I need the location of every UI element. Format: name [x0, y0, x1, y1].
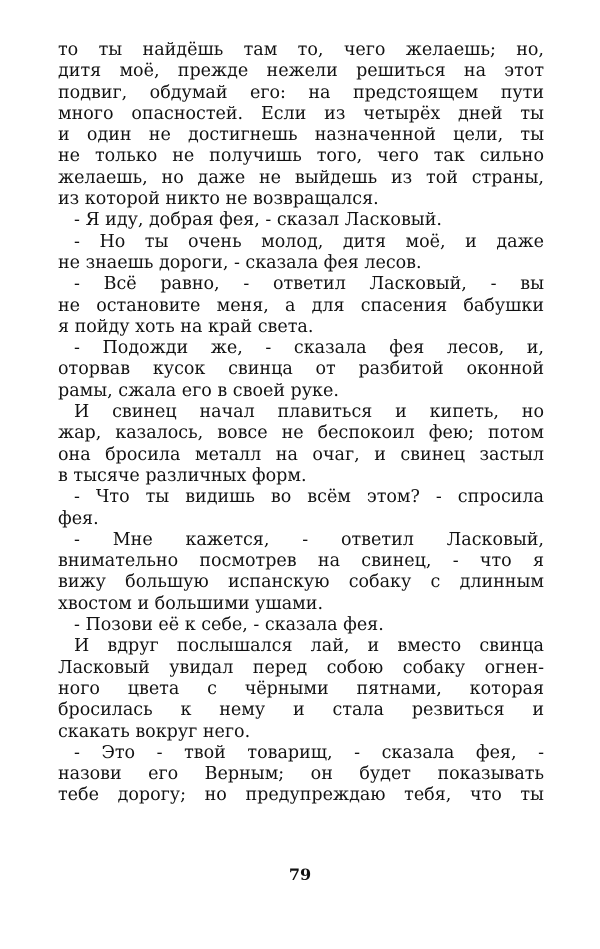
text-line: - Подожди же, - сказала фея лесов, и,	[74, 338, 544, 359]
text-line: не знаешь дороги, - сказала фея лесов.	[58, 252, 422, 273]
text-line: желаешь, но даже не выйдешь из той страны,	[58, 167, 544, 188]
text-line: жар, казалось, вовсе не беспокоил фею; потом	[58, 423, 544, 444]
text-line: Ласковый увидал перед собою собаку огнен-	[58, 657, 544, 678]
text-line: - Мне кажется, - ответил Ласковый,	[74, 529, 544, 550]
text-line: не только не получишь того, чего так сильно	[58, 146, 544, 167]
text-line: И вдруг послышался лай, и вместо свинца	[74, 636, 544, 657]
text-line: внимательно посмотрев на свинец, - что я	[58, 551, 544, 572]
text-line: - Это - твой товарищ, - сказала фея, -	[74, 742, 544, 763]
text-line: дитя моё, прежде нежели решиться на этот	[58, 61, 544, 82]
text-line: я пойду хоть на край света.	[58, 316, 314, 337]
text-line: хвостом и большими ушами.	[58, 593, 324, 614]
text-line: назови его Верным; он будет показывать	[58, 764, 544, 785]
text-line: она бросила металл на очаг, и свинец застыл	[58, 444, 544, 465]
text-line: - Что ты видишь во всём этом? - спросила	[74, 487, 544, 508]
text-line: много опасностей. Если из четырёх дней ты	[58, 103, 544, 124]
text-line: подвиг, обдумай его: на предстоящем пути	[58, 82, 544, 103]
page-number: 79	[288, 865, 312, 884]
page-text	[58, 40, 544, 807]
text-line: ного цвета с чёрными пятнами, которая	[58, 678, 544, 699]
text-line: фея.	[58, 508, 99, 529]
text-line: И свинец начал плавиться и кипеть, но	[74, 402, 544, 423]
text-line: оторвав кусок свинца от разбитой оконной	[58, 359, 544, 380]
text-line: бросилась к нему и стала резвиться и	[58, 700, 544, 721]
text-line: - Позови её к себе, - сказала фея.	[74, 615, 384, 636]
text-line: - Всё равно, - ответил Ласковый, - вы	[74, 274, 544, 295]
text-line: то ты найдёшь там то, чего желаешь; но,	[58, 40, 544, 60]
text-line: скакать вокруг него.	[58, 721, 251, 742]
text-line: - Но ты очень молод, дитя моё, и даже	[74, 231, 544, 252]
text-line: вижу большую испанскую собаку с длинным	[58, 572, 544, 593]
text-line: из которой никто не возвращался.	[58, 189, 379, 210]
text-line: в тысяче различных форм.	[58, 465, 307, 486]
text-line: рамы, сжала его в своей руке.	[58, 380, 339, 401]
text-line: и один не достигнешь назначенной цели, ты	[58, 125, 544, 146]
text-line: не остановите меня, а для спасения бабушки	[58, 295, 544, 316]
text-line: тебе дорогу; но предупреждаю тебя, что ты	[58, 785, 544, 806]
text-line: - Я иду, добрая фея, - сказал Ласковый.	[74, 210, 442, 231]
